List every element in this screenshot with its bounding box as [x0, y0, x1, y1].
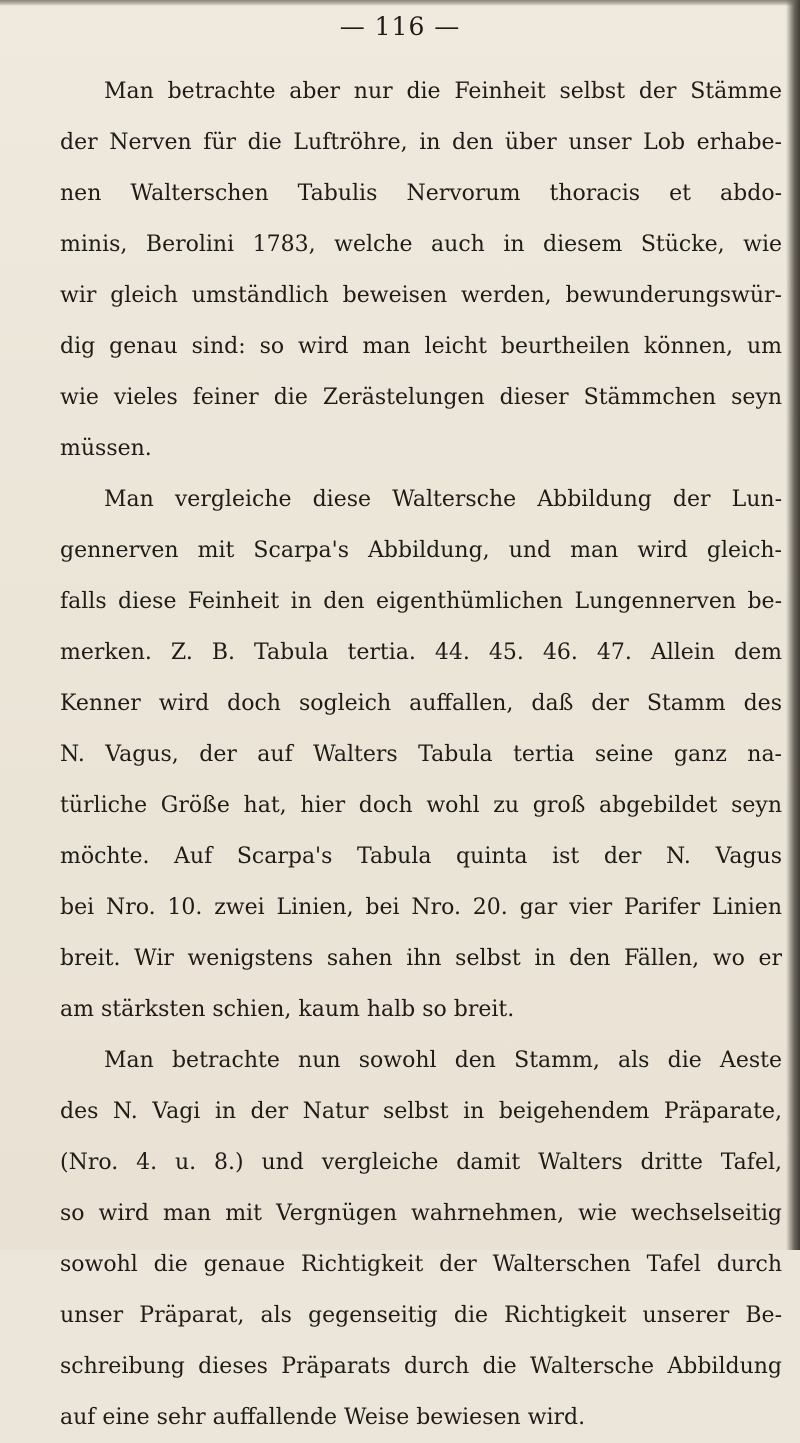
text-line: nen Walterschen Tabulis Nervorum thoracis et abdo-	[60, 181, 782, 206]
text-line: N. Vagus, der auf Walters Tabula tertia seine ganz na-	[60, 742, 782, 767]
text-line: Kenner wird doch sogleich auffallen, daß der Stamm des	[60, 691, 782, 716]
text-line: möchte. Auf Scarpa's Tabula quinta ist der N. Vagus	[60, 844, 782, 869]
text-line: breit. Wir wenigstens sahen ihn selbst in den Fällen, wo er	[60, 946, 782, 971]
text-line: sowohl die genaue Richtigkeit der Walterschen Tafel durch	[60, 1252, 782, 1277]
page-top-edge	[0, 0, 800, 6]
text-line: minis, Berolini 1783, welche auch in diesem Stücke, wie	[60, 232, 782, 257]
text-line: Man betrachte aber nur die Feinheit selbst der Stämme	[104, 79, 782, 104]
text-line: schreibung dieses Präparats durch die Waltersche Abbildung	[60, 1354, 782, 1379]
text-line: auf eine sehr auffallende Weise bewiesen wird.	[60, 1405, 586, 1430]
text-line: Man betrachte nun sowohl den Stamm, als die Aeste	[104, 1048, 782, 1073]
text-line: Man vergleiche diese Waltersche Abbildung der Lun-	[104, 487, 782, 512]
text-line: merken. Z. B. Tabula tertia. 44. 45. 46. 47. Allein dem	[60, 640, 782, 665]
text-line: so wird man mit Vergnügen wahrnehmen, wie wechselseitig	[60, 1201, 782, 1226]
text-line: falls diese Feinheit in den eigenthümlichen Lungennerven be-	[60, 589, 782, 614]
text-line: der Nerven für die Luftröhre, in den über unser Lob erhabe-	[60, 130, 782, 155]
text-line: müssen.	[60, 436, 152, 461]
text-line: bei Nro. 10. zwei Linien, bei Nro. 20. gar vier Parifer Linien	[60, 895, 782, 920]
body-text	[60, 66, 782, 1443]
text-line: dig genau sind: so wird man leicht beurtheilen können, um	[60, 334, 782, 359]
text-line: (Nro. 4. u. 8.) und vergleiche damit Walters dritte Tafel,	[60, 1150, 782, 1175]
text-line: am stärksten schien, kaum halb so breit.	[60, 997, 515, 1022]
text-line: des N. Vagi in der Natur selbst in beigehendem Präparate,	[60, 1099, 782, 1124]
text-line: unser Präparat, als gegenseitig die Richtigkeit unserer Be-	[60, 1303, 782, 1328]
text-line: wir gleich umständlich beweisen werden, bewunderungswür-	[60, 283, 782, 308]
text-line: türliche Größe hat, hier doch wohl zu groß abgebildet seyn	[60, 793, 782, 818]
text-line: gennerven mit Scarpa's Abbildung, und man wird gleich-	[60, 538, 782, 563]
page-number-header: — 116 —	[339, 12, 461, 41]
page-right-edge-shadow	[786, 0, 800, 1250]
text-line: wie vieles feiner die Zerästelungen dieser Stämmchen seyn	[60, 385, 782, 410]
